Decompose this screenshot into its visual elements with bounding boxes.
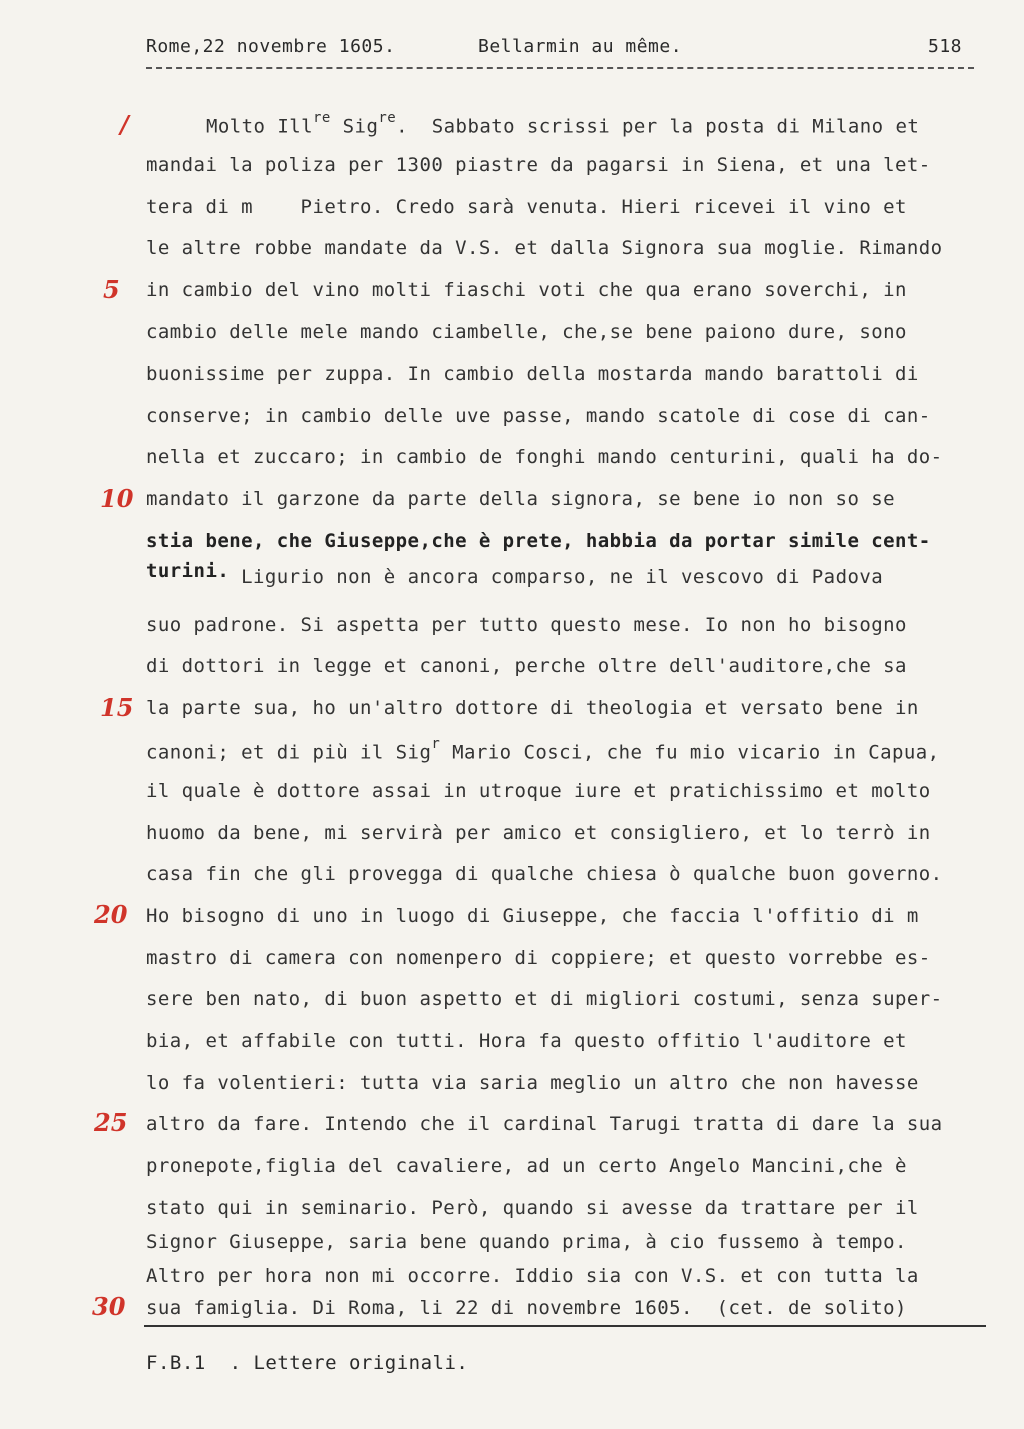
text-line: nella et zuccaro; in cambio de fonghi mando centurini, quali ha do-	[146, 446, 943, 468]
header-dashed-rule	[146, 67, 974, 69]
header-date: Rome,22 novembre 1605.	[146, 36, 396, 57]
text-line: altro da fare. Intendo che il cardinal Tarugi tratta di dare la sua	[146, 1113, 943, 1135]
margin-number-15: 15	[100, 693, 134, 722]
page-header	[146, 36, 966, 58]
text-line: mandai la poliza per 1300 piastre da pagarsi in Siena, et una let-	[146, 154, 931, 176]
text-line: il quale è dottore assai in utroque iure et pratichissimo et molto	[146, 780, 931, 802]
header-title: Bellarmin au même.	[478, 36, 683, 57]
text-line: Signor Giuseppe, saria bene quando prima, à cio fussemo à tempo.	[146, 1231, 907, 1253]
text-line: canoni; et di più il Sig$^r$ Mario Cosci, che fu mio vicario in Capua,	[146, 736, 940, 764]
text-line: stato qui in seminario. Però, quando si avesse da trattare per il	[146, 1197, 919, 1219]
margin-number-10: 10	[100, 484, 134, 513]
text-line: tera di m Pietro. Credo sarà venuta. Hieri ricevei il vino et	[146, 196, 907, 218]
text-line: Ho bisogno di uno in luogo di Giuseppe, che faccia l'offitio di m	[146, 905, 919, 927]
text-line: turini. Ligurio non è ancora comparso, ne il vescovo di Padova	[146, 560, 884, 588]
footer-rule	[144, 1325, 986, 1327]
text-line: stia bene, che Giuseppe,che è prete, habbia da portar simile cent-	[146, 530, 931, 552]
margin-number-25: 25	[94, 1108, 128, 1137]
text-line: sere ben nato, di buon aspetto et di migliori costumi, senza super-	[146, 988, 943, 1010]
text-line: mandato il garzone da parte della signora, se bene io non so se	[146, 488, 896, 510]
text-line: in cambio del vino molti fiaschi voti che qua erano soverchi, in	[146, 279, 907, 301]
margin-number-20: 20	[94, 900, 128, 929]
margin-number-30: 30	[92, 1292, 126, 1321]
text-line: mastro di camera con nomenpero di coppiere; et questo vorrebbe es-	[146, 947, 931, 969]
text-line: lo fa volentieri: tutta via saria meglio un altro che non havesse	[146, 1072, 919, 1094]
text-line: buonissime per zuppa. In cambio della mostarda mando barattoli di	[146, 363, 919, 385]
text-line: sua famiglia. Di Roma, li 22 di novembre 1605. (cet. de solito)	[146, 1297, 907, 1319]
text-line: di dottori in legge et canoni, perche oltre dell'auditore,che sa	[146, 655, 907, 677]
text-line: Altro per hora non mi occorre. Iddio sia con V.S. et con tutta la	[146, 1265, 919, 1287]
margin-number-1: /	[120, 110, 129, 139]
text-line: pronepote,figlia del cavaliere, ad un certo Angelo Mancini,che è	[146, 1155, 907, 1177]
text-line: le altre robbe mandate da V.S. et dalla Signora sua moglie. Rimando	[146, 237, 943, 259]
text-line: casa fin che gli provegga di qualche chiesa ò qualche buon governo.	[146, 863, 943, 885]
text-line: cambio delle mele mando ciambelle, che,se bene paiono dure, sono	[146, 321, 907, 343]
text-line: conserve; in cambio delle uve passe, mando scatole di cose di can-	[146, 405, 931, 427]
text-line: suo padrone. Si aspetta per tutto questo mese. Io non ho bisogno	[146, 614, 907, 636]
text-line: la parte sua, ho un'altro dottore di theologia et versato bene in	[146, 697, 919, 719]
source-note: F.B.1 . Lettere originali.	[146, 1352, 469, 1374]
page-number: 518	[927, 36, 962, 57]
text-line: bia, et affabile con tutti. Hora fa questo offitio l'auditore et	[146, 1030, 907, 1052]
text-line: Molto Ill$^{re}$ Sig$^{re}$. Sabbato scrissi per la posta di Milano et	[206, 110, 920, 138]
margin-number-5: 5	[103, 275, 120, 304]
text-line: huomo da bene, mi servirà per amico et consigliero, et lo terrò in	[146, 822, 931, 844]
